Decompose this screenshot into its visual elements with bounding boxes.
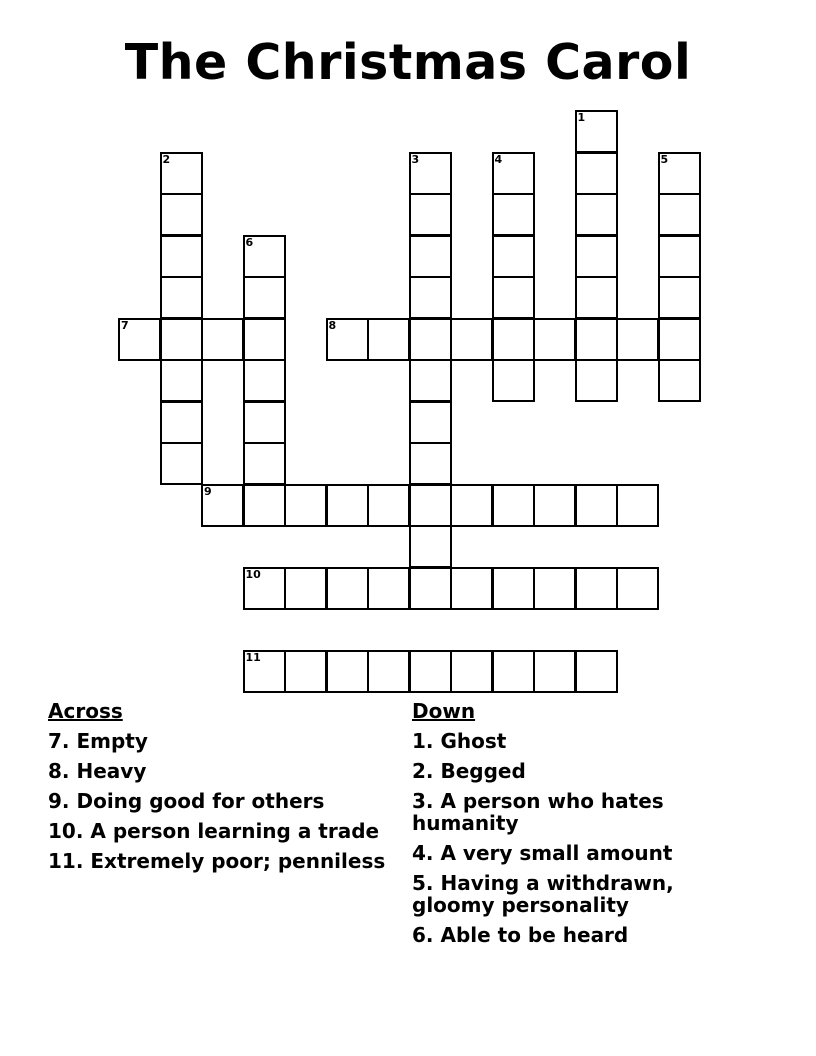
puzzle-title: The Christmas Carol bbox=[124, 34, 692, 91]
grid-cell[interactable] bbox=[326, 484, 369, 527]
grid-cell[interactable] bbox=[409, 276, 452, 319]
grid-cell[interactable] bbox=[409, 442, 452, 485]
grid-cell[interactable] bbox=[160, 193, 203, 236]
grid-cell[interactable] bbox=[118, 318, 161, 361]
grid-cell[interactable] bbox=[575, 152, 618, 195]
grid-cell[interactable] bbox=[367, 318, 410, 361]
down-clue-5: 5. Having a withdrawn, gloomy personality bbox=[412, 871, 674, 917]
grid-cell[interactable] bbox=[450, 318, 493, 361]
grid-cell[interactable] bbox=[243, 235, 286, 278]
down-clue-3: 3. A person who hates humanity bbox=[412, 789, 664, 835]
grid-cell[interactable] bbox=[658, 359, 701, 402]
grid-cell[interactable] bbox=[658, 152, 701, 195]
grid-cell[interactable] bbox=[533, 484, 576, 527]
grid-cell[interactable] bbox=[367, 650, 410, 693]
grid-cell[interactable] bbox=[201, 318, 244, 361]
across-clue-7: 7. Empty bbox=[48, 729, 148, 753]
grid-cell[interactable] bbox=[160, 152, 203, 195]
grid-cell[interactable] bbox=[533, 318, 576, 361]
grid-cell[interactable] bbox=[409, 484, 452, 527]
grid-cell[interactable] bbox=[575, 650, 618, 693]
grid-cell[interactable] bbox=[492, 152, 535, 195]
clue-number: 8 bbox=[328, 318, 337, 332]
grid-cell[interactable] bbox=[575, 235, 618, 278]
grid-cell[interactable] bbox=[492, 276, 535, 319]
clue-number: 6 bbox=[245, 235, 254, 249]
grid-cell[interactable] bbox=[160, 442, 203, 485]
grid-cell[interactable] bbox=[160, 276, 203, 319]
grid-cell[interactable] bbox=[284, 567, 327, 610]
grid-cell[interactable] bbox=[243, 650, 286, 693]
grid-cell[interactable] bbox=[326, 567, 369, 610]
grid-cell[interactable] bbox=[575, 276, 618, 319]
grid-cell[interactable] bbox=[160, 401, 203, 444]
grid-cell[interactable] bbox=[575, 318, 618, 361]
grid-cell[interactable] bbox=[409, 359, 452, 402]
grid-cell[interactable] bbox=[243, 442, 286, 485]
grid-cell[interactable] bbox=[533, 650, 576, 693]
grid-cell[interactable] bbox=[409, 318, 452, 361]
grid-cell[interactable] bbox=[450, 567, 493, 610]
grid-cell[interactable] bbox=[367, 567, 410, 610]
grid-cell[interactable] bbox=[160, 235, 203, 278]
across-clues bbox=[48, 700, 388, 880]
clue-number: 9 bbox=[204, 484, 212, 498]
clue-number: 7 bbox=[121, 318, 129, 332]
grid-cell[interactable] bbox=[533, 567, 576, 610]
grid-cell[interactable] bbox=[492, 484, 535, 527]
clue-number: 11 bbox=[245, 650, 261, 664]
grid-cell[interactable] bbox=[409, 235, 452, 278]
down-clue-4: 4. A very small amount bbox=[412, 841, 673, 865]
grid-cell[interactable] bbox=[616, 318, 659, 361]
clue-number: 5 bbox=[660, 152, 669, 166]
grid-cell[interactable] bbox=[575, 110, 618, 153]
down-clue-2: 2. Begged bbox=[412, 759, 526, 783]
grid-cell[interactable] bbox=[243, 276, 286, 319]
grid-cell[interactable] bbox=[492, 235, 535, 278]
grid-cell[interactable] bbox=[284, 650, 327, 693]
grid-cell[interactable] bbox=[575, 193, 618, 236]
grid-cell[interactable] bbox=[658, 193, 701, 236]
grid-cell[interactable] bbox=[492, 567, 535, 610]
grid-cell[interactable] bbox=[326, 650, 369, 693]
grid-cell[interactable] bbox=[492, 359, 535, 402]
across-clue-10: 10. A person learning a trade bbox=[48, 819, 380, 843]
grid-cell[interactable] bbox=[658, 235, 701, 278]
clue-number: 1 bbox=[577, 111, 586, 124]
grid-cell[interactable] bbox=[409, 152, 452, 195]
across-clue-9: 9. Doing good for others bbox=[48, 789, 325, 813]
grid-cell[interactable] bbox=[367, 484, 410, 527]
down-heading: Down bbox=[412, 699, 476, 723]
clue-number: 10 bbox=[245, 567, 261, 581]
grid-cell[interactable] bbox=[326, 318, 369, 361]
down-clue-6: 6. Able to be heard bbox=[412, 923, 629, 947]
grid-cell[interactable] bbox=[243, 567, 286, 610]
grid-cell[interactable] bbox=[243, 318, 286, 361]
across-clue-11: 11. Extremely poor; penniless bbox=[48, 849, 386, 873]
grid-cell[interactable] bbox=[409, 525, 452, 568]
grid-cell[interactable] bbox=[409, 650, 452, 693]
grid-cell[interactable] bbox=[492, 193, 535, 236]
down-clue-1: 1. Ghost bbox=[412, 729, 507, 753]
grid-cell[interactable] bbox=[160, 318, 203, 361]
grid-cell[interactable] bbox=[243, 359, 286, 402]
grid-cell[interactable] bbox=[616, 567, 659, 610]
down-clues bbox=[412, 700, 752, 954]
across-clue-8: 8. Heavy bbox=[48, 759, 147, 783]
grid-cell[interactable] bbox=[658, 276, 701, 319]
grid-cell[interactable] bbox=[243, 401, 286, 444]
grid-cell[interactable] bbox=[616, 484, 659, 527]
grid-cell[interactable] bbox=[450, 484, 493, 527]
grid-cell[interactable] bbox=[284, 484, 327, 527]
grid-cell[interactable] bbox=[575, 359, 618, 402]
grid-cell[interactable] bbox=[575, 484, 618, 527]
grid-cell[interactable] bbox=[492, 650, 535, 693]
clue-number: 3 bbox=[411, 152, 420, 166]
grid-cell[interactable] bbox=[450, 650, 493, 693]
across-heading: Across bbox=[48, 699, 123, 723]
grid-cell[interactable] bbox=[409, 567, 452, 610]
grid-cell[interactable] bbox=[575, 567, 618, 610]
grid-cell[interactable] bbox=[658, 318, 701, 361]
clue-number: 4 bbox=[494, 152, 503, 166]
grid-cell[interactable] bbox=[243, 484, 286, 527]
clue-number: 2 bbox=[162, 152, 171, 166]
grid-cell[interactable] bbox=[201, 484, 244, 527]
grid-cell[interactable] bbox=[409, 193, 452, 236]
grid-cell[interactable] bbox=[409, 401, 452, 444]
grid-cell[interactable] bbox=[492, 318, 535, 361]
grid-cell[interactable] bbox=[160, 359, 203, 402]
